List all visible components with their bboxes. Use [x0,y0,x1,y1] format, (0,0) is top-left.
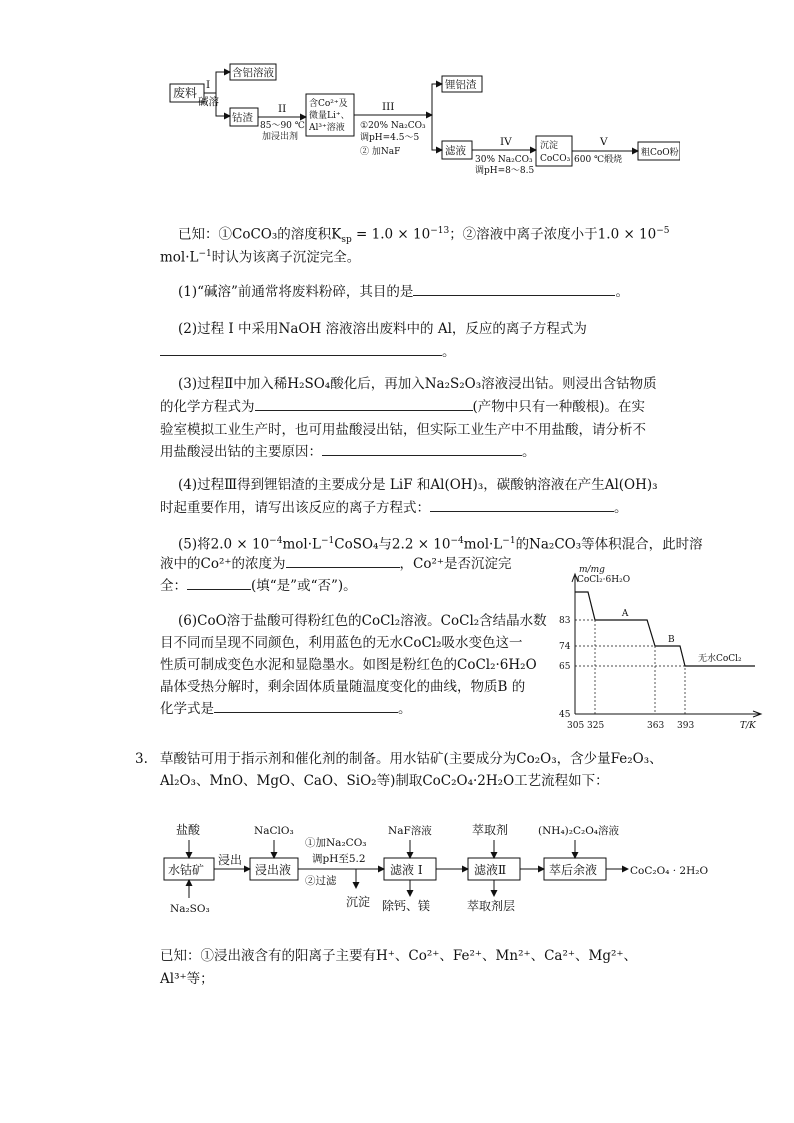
known-line-1: 已知：①CoCO₃的溶度积$K_{sp} = 1.0 \times 10^{-13}$；②溶液中离子浓度小于$1.0 \times 10^{-5}$ [178,226,670,246]
oxalate-label: (NH₄)₂C₂O₄溶液 [538,825,620,837]
x-tick-label: 393 [677,721,695,731]
x-tick-label: 305 [567,721,585,731]
li-al-residue-label: 锂铝渣 [445,79,477,91]
y-tick-label: 45 [559,710,571,720]
answer-blank-6[interactable] [214,698,398,713]
question-2-line-1: (2)过程 I 中采用NaOH 溶液溶出废料中的 Al，反应的离子方程式为 [178,321,587,337]
precip-l1: 沉淀 [540,141,559,151]
question-6-line-3: 性质可制成变色水泥和显隐墨水。如图是粉红色的CoCl₂·6H₂O [160,657,537,673]
cond-1: ①加Na₂CO₃ [305,837,367,849]
waste-label: 废料 [173,86,198,100]
filtrate-2-label: 滤液Ⅱ [474,863,507,877]
naclo3-label: NaClO₃ [254,825,294,837]
question-6-line-1: (6)CoO溶于盐酸可得粉红色的CoCl₂溶液。CoCl₂含结晶水数 [178,613,547,629]
co-sol-l2: 微量Li⁺、 [309,111,350,121]
na2so3-label: Na₂SO₃ [170,903,210,915]
step4-label: IV [500,136,512,148]
extract-layer-label: 萃取剂层 [467,899,516,913]
q3-line-2: Al₂O₃、MnO、MgO、CaO、SiO₂等)制取CoC₂O₄·2H₂O工艺流程如下： [160,773,609,789]
question-6-line-5: 化学式是 。 [160,698,412,720]
question-5-line-3: 全： (填“是”或“否”)。 [160,575,357,597]
precip-label: 沉淀 [346,895,371,909]
guide-line [575,620,595,714]
step2-cond2: 加浸出剂 [262,132,299,142]
cond-3: ②过滤 [305,875,337,887]
answer-blank-3b[interactable] [322,441,522,456]
step5-label: V [600,136,608,148]
answer-blank-4[interactable] [430,497,614,512]
y-tick-label: 83 [559,616,571,626]
end-compound-label: 无水CoCl₂ [697,654,742,664]
leachate-label: 浸出液 [255,863,292,877]
step3-cond3: ② 加NaF [360,147,401,157]
y-axis-label: m/mg [579,565,605,575]
question-4-line-2: 时起重要作用，请写出该反应的离子方程式： 。 [160,497,628,519]
question-5-line-2: 液中的Co²⁺的浓度为 ，Co²⁺是否沉淀完 [160,553,512,575]
naf-label: NaF溶液 [388,825,432,837]
question-3-line-4: 用盐酸浸出钴的主要原因： 。 [160,441,536,463]
question-3-line-1: (3)过程Ⅱ中加入稀H₂SO₄酸化后，再加入Na₂S₂O₃溶液浸出钴。则浸出含钴物质 [178,376,657,392]
product-label-2: CoC₂O₄ · 2H₂O [630,865,709,877]
ore-label: 水钴矿 [168,863,205,877]
q3-known-line-2: Al³⁺等； [160,971,214,987]
start-compound-label: CoCl₂·6H₂O [577,575,631,585]
point-a-label: A [621,609,629,619]
q3-number: 3. [135,751,148,767]
step4-cond2: 调pH=8～8.5 [475,166,535,176]
step3-label: III [382,101,395,113]
answer-blank-5b[interactable] [187,575,251,590]
q3-known-line-1: 已知：①浸出液含有的阳离子主要有H⁺、Co²⁺、Fe²⁺、Mn²⁺、Ca²⁺、Mg²⁺、 [160,948,638,964]
question-3-line-2: 的化学方程式为 (产物中只有一种酸根)。在实 [160,396,645,418]
point-b-label: B [668,635,675,645]
x-tick-label: 363 [647,721,665,731]
product-label: 粗CoO粉 [641,148,679,158]
answer-blank-3a[interactable] [255,396,473,411]
question-2-line-2: 。 [160,341,456,363]
co-residue-label: 钴渣 [232,112,253,124]
question-6-line-4: 晶体受热分解时，剩余固体质量随温度变化的曲线，物质B 的 [160,679,526,695]
precip-l2: CoCO₃ [540,154,571,164]
filtrate-1-label: 滤液 I [390,863,423,877]
step1-label: I [206,79,211,91]
known-line-2: $mol\cdot L^{-1}$时认为该离子沉淀完全。 [160,249,361,266]
x-axis-label: T/K [740,721,756,731]
answer-blank-2[interactable] [160,341,442,356]
answer-blank-5a[interactable] [286,553,400,568]
y-tick-label: 65 [559,662,571,672]
residual-label: 萃后余液 [549,863,598,877]
question-4-line-1: (4)过程Ⅲ得到锂铝渣的主要成分是 LiF 和Al(OH)₃，碳酸钠溶液在产生Al(OH)₃ [178,477,658,493]
step5-cond: 600 ℃煅烧 [574,155,623,165]
flowchart-cobalt-oxalate [160,820,720,920]
guide-line [575,646,655,714]
filtrate-label: 滤液 [445,145,466,157]
step4-cond1: 30% Na₂CO₃ [475,155,533,165]
question-6-line-2: 目不同而呈现不同颜色，利用蓝色的无水CoCl₂吸水变色这一 [160,635,523,651]
extractant-label: 萃取剂 [472,823,509,837]
remove-label: 除钙、镁 [382,899,431,913]
co-sol-l3: Al³⁺溶液 [309,123,345,133]
question-1: (1)“碱溶”前通常将废料粉碎，其目的是 。 [178,281,629,303]
co-sol-l1: 含Co²⁺及 [309,99,348,109]
mass-temperature-chart [555,562,775,737]
step3-cond2: 调pH=4.5～5 [360,133,420,143]
step2-label: II [278,103,287,115]
cond-2: 调pH至5.2 [312,853,366,865]
y-tick-label: 74 [559,642,571,652]
step2-cond1: 85～90 ℃ [260,121,305,131]
step1-text: 碱溶 [198,96,219,108]
hcl-label: 盐酸 [176,823,201,837]
step3-cond1: ①20% Na₂CO₃ [360,121,426,131]
leach-label: 浸出 [218,853,243,867]
question-3-line-3: 验室模拟工业生产时，也可用盐酸浸出钴，但实际工业生产中不用盐酸，请分析不 [160,422,646,438]
answer-blank-1[interactable] [413,281,615,296]
flowchart-cobalt-recovery [160,62,680,182]
al-solution-label: 含铝溶液 [232,67,274,79]
x-tick-label: 325 [587,721,605,731]
q3-line-1: 草酸钴可用于指示剂和催化剂的制备。用水钴矿(主要成分为Co₂O₃，含少量Fe₂O₃、 [160,751,663,767]
question-5-line-1: (5)将$2.0 \times 10^{-4}mol\cdot L^{-1}CoSO_4$与$2.2 \times 10^{-4}mol\cdot L^{-1}$的Na₂CO₃等体积混合，此时溶 [178,536,703,553]
guide-line [575,666,685,714]
